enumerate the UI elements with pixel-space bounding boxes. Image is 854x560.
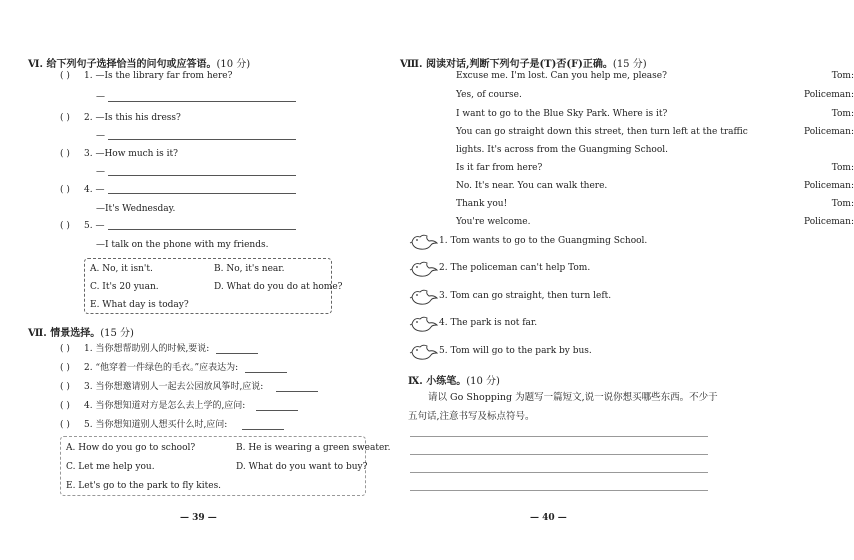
sec7-option-e: E. Let's go to the park to fly kites.	[66, 481, 222, 491]
answer-bird-icon[interactable]	[410, 233, 438, 255]
dialog-line: lights. It's across from the Guangming School.	[456, 145, 668, 155]
sec6-score: (10 分)	[216, 59, 251, 70]
sec9-heading	[408, 372, 500, 387]
sec7-score: (15 分)	[100, 328, 134, 339]
tf-statement: 4. The park is not far.	[439, 318, 538, 328]
sec7-question-3: 3. 当你想邀请别人一起去公园放风筝时,应说:	[84, 382, 264, 392]
writing-line-2[interactable]	[410, 454, 708, 455]
sec6-question-1: 1. —Is the library far from here?	[84, 71, 233, 81]
sec9-score: (10 分)	[466, 376, 500, 387]
dialog-line: You can go straight down this street, then turn left at the traffic	[456, 127, 748, 137]
sec8-score: (15 分)	[612, 59, 647, 70]
sec6-question-2: 2. —Is this his dress?	[84, 113, 181, 123]
dialog-speaker: Policeman:	[804, 181, 854, 191]
dialog-speaker: Tom:	[831, 109, 854, 119]
sec7-answer-line-4[interactable]	[256, 410, 298, 411]
left-page	[0, 0, 400, 560]
sec6-option-b: B. No, it's near.	[214, 264, 285, 274]
writing-line-3[interactable]	[410, 472, 708, 473]
dialog-speaker: Tom:	[831, 163, 854, 173]
dialog-line: Thank you!	[456, 199, 508, 209]
tf-statement: 3. Tom can go straight, then turn left.	[439, 291, 612, 301]
sec6-question-line-5[interactable]	[108, 229, 296, 230]
dialog-speaker: Tom:	[831, 71, 854, 81]
sec7-paren-4: ( )	[60, 401, 70, 411]
answer-bird-icon[interactable]	[410, 343, 438, 365]
dialog-line: Is it far from here?	[456, 163, 543, 173]
sec6-option-e: E. What day is today?	[90, 300, 189, 310]
sec6-answer-4: —It's Wednesday.	[96, 204, 176, 214]
sec6-paren-4: ( )	[60, 185, 70, 195]
sec8-heading	[400, 55, 647, 70]
dialog-line: I want to go to the Blue Sky Park. Where is it?	[456, 109, 668, 119]
answer-bird-icon[interactable]	[410, 315, 438, 337]
right-page-number: — 40 —	[530, 513, 567, 523]
sec7-title: Ⅶ. 情景选择。	[28, 328, 101, 339]
dialog-speaker: Policeman:	[804, 127, 854, 137]
sec6-title: Ⅵ. 给下列句子选择恰当的问句或应答语。	[28, 59, 217, 70]
sec6-option-d: D. What do you do at home?	[214, 282, 343, 292]
sec6-answer-2: —	[96, 131, 105, 141]
sec6-question-5: 5. —	[84, 221, 105, 231]
answer-bird-icon[interactable]	[410, 260, 438, 282]
sec8-title: Ⅷ. 阅读对话,判断下列句子是(T)否(F)正确。	[400, 59, 613, 70]
sec6-option-a: A. No, it isn't.	[90, 264, 153, 274]
tf-statement: 1. Tom wants to go to the Guangming School.	[439, 236, 648, 246]
sec9-title: Ⅸ. 小练笔。	[408, 376, 467, 387]
writing-line-4[interactable]	[410, 490, 708, 491]
sec9-prompt-line-2: 五句话,注意书写及标点符号。	[408, 411, 535, 422]
sec6-question-3: 3. —How much is it?	[84, 149, 178, 159]
right-page	[400, 0, 854, 560]
left-page-number: — 39 —	[180, 513, 217, 523]
sec6-answer-line-2[interactable]	[108, 139, 296, 140]
sec7-question-1: 1. 当你想帮助别人的时候,要说:	[84, 344, 210, 354]
sec6-option-c: C. It's 20 yuan.	[90, 282, 159, 292]
sec6-answer-3: —	[96, 167, 105, 177]
sec6-answer-5: —I talk on the phone with my friends.	[96, 240, 269, 250]
sec6-answer-line-3[interactable]	[108, 175, 296, 176]
sec7-answer-line-3[interactable]	[276, 391, 318, 392]
sec7-question-2: 2. “他穿着一件绿色的毛衣。”应表达为:	[84, 363, 239, 373]
dialog-speaker: Tom:	[831, 199, 854, 209]
sec6-heading	[28, 55, 250, 70]
dialog-line: Yes, of course.	[456, 90, 522, 100]
sec9-prompt-line-1: 请以 Go Shopping 为题写一篇短文,说一说你想买哪些东西。不少于	[428, 392, 718, 403]
sec6-question-line-4[interactable]	[108, 193, 296, 194]
sec7-heading	[28, 324, 134, 339]
sec7-answer-line-1[interactable]	[216, 353, 258, 354]
sec7-option-d: D. What do you want to buy?	[236, 462, 368, 472]
dialog-line: Excuse me. I'm lost. Can you help me, please?	[456, 71, 667, 81]
dialog-line: You're welcome.	[456, 217, 531, 227]
dialog-speaker: Policeman:	[804, 217, 854, 227]
sec7-paren-5: ( )	[60, 420, 70, 430]
sec6-answer-line-1[interactable]	[108, 101, 296, 102]
answer-bird-icon[interactable]	[410, 288, 438, 310]
sec7-option-b: B. He is wearing a green sweater.	[236, 443, 391, 453]
sec6-question-4: 4. —	[84, 185, 105, 195]
sec7-question-5: 5. 当你想知道别人想买什么时,应问:	[84, 420, 228, 430]
dialog-line: No. It's near. You can walk there.	[456, 181, 608, 191]
sec6-paren-5: ( )	[60, 221, 70, 231]
sec7-question-4: 4. 当你想知道对方是怎么去上学的,应问:	[84, 401, 246, 411]
sec6-paren-2: ( )	[60, 113, 70, 123]
sec7-paren-3: ( )	[60, 382, 70, 392]
dialog-speaker: Policeman:	[804, 90, 854, 100]
writing-line-1[interactable]	[410, 436, 708, 437]
tf-statement: 5. Tom will go to the park by bus.	[439, 346, 592, 356]
sec7-paren-1: ( )	[60, 344, 70, 354]
sec7-option-a: A. How do you go to school?	[66, 443, 196, 453]
sec6-paren-1: ( )	[60, 71, 70, 81]
sec7-answer-line-2[interactable]	[245, 372, 287, 373]
sec6-answer-1: —	[96, 92, 105, 102]
tf-statement: 2. The policeman can't help Tom.	[439, 263, 591, 273]
sec6-paren-3: ( )	[60, 149, 70, 159]
sec7-paren-2: ( )	[60, 363, 70, 373]
sec7-answer-line-5[interactable]	[242, 429, 284, 430]
sec7-option-c: C. Let me help you.	[66, 462, 155, 472]
